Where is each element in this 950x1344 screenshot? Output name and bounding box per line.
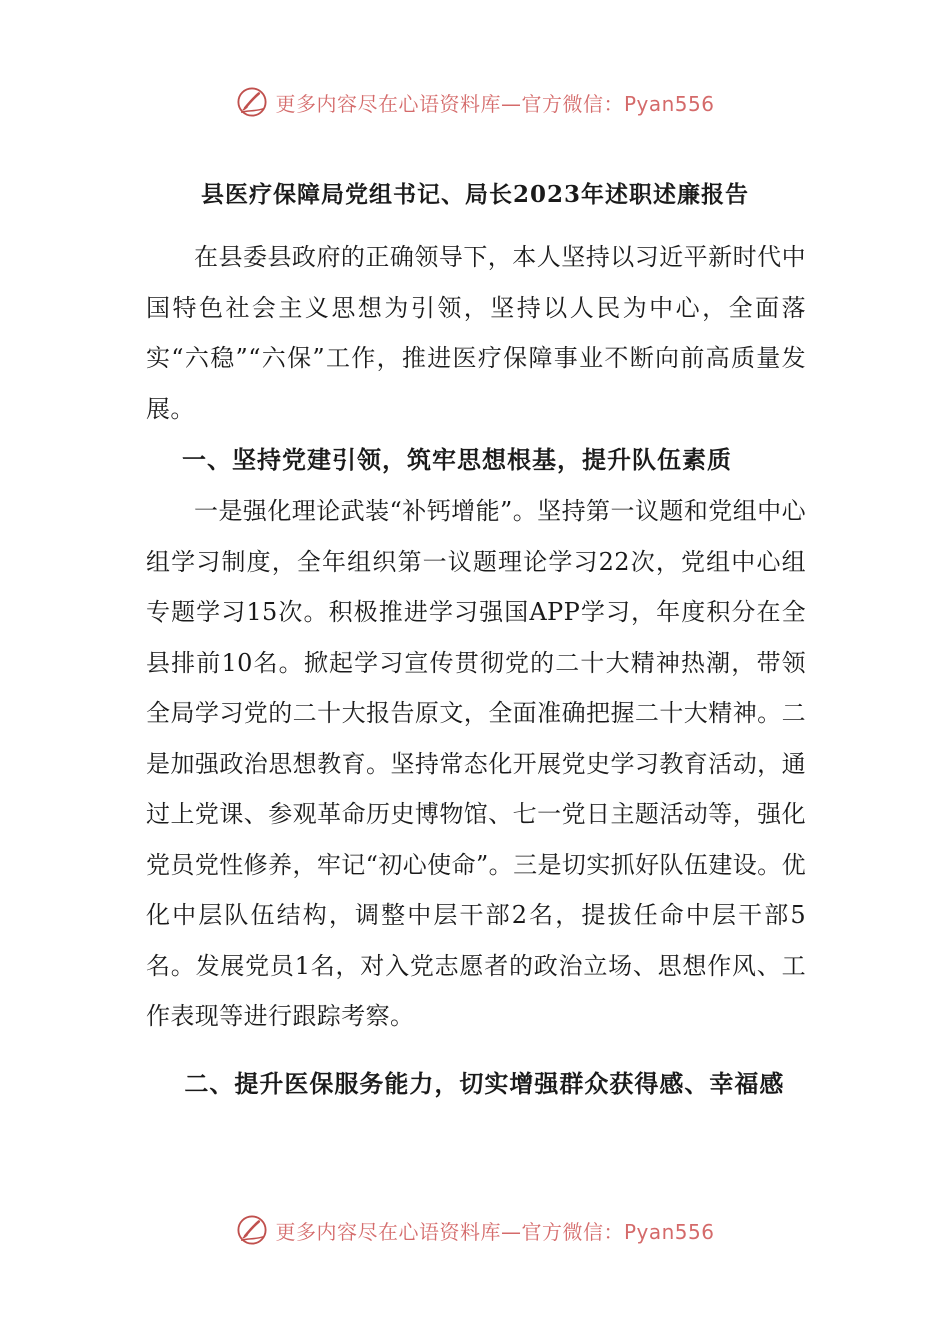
header-watermark-banner [0,82,950,122]
header-watermark [235,85,714,119]
footer-watermark-banner [0,1210,950,1250]
pen-logo-icon [235,1213,269,1247]
footer-watermark [235,1213,714,1247]
intro-paragraph: 在县委县政府的正确领导下，本人坚持以习近平新时代中国特色社会主义思想为引领，坚持以人民为中心，全面落实“六稳”“六保”工作，推进医疗保障事业不断向前高质量发展。 [146,243,806,423]
section-1-paragraph: 一是强化理论武装“补钙增能”。坚持第一议题和党组中心组学习制度，全年组织第一议题理论学习22次，党组中心组专题学习15次。积极推进学习强国APP学习，年度积分在全县排前10名。掀起学习宣传贯彻党的二十大精神热潮，带领全局学习党的二十大报告原文，全面准确把握二十大精神。二是加强政治思想教育。坚持常态化开展党史学习教育活动，通过上党课、参观革命历史博物馆、七一党日主题活动等，强化党员党性修养，牢记“初心使命”。三是切实抓好队伍建设。优化中层队伍结构，调整中层干部2名，提拔任命中层干部5名。发展党员1名，对入党志愿者的政治立场、思想作风、工作表现等进行跟踪考察。 [146,497,806,1030]
watermark-text: 更多内容尽在心语资料库—官方微信：Pyan556 [275,91,715,116]
document-title: 县医疗保障局党组书记、局长2023年述职述廉报告 [200,181,749,208]
watermark-text: 更多内容尽在心语资料库—官方微信：Pyan556 [275,1219,715,1244]
section-heading-1: 一、坚持党建引领，筑牢思想根基，提升队伍素质 [182,445,732,474]
pen-logo-icon [235,85,269,119]
document-body [146,232,806,1110]
section-heading-2: 二、提升医保服务能力，切实增强群众获得感、幸福感 [184,1068,785,1098]
